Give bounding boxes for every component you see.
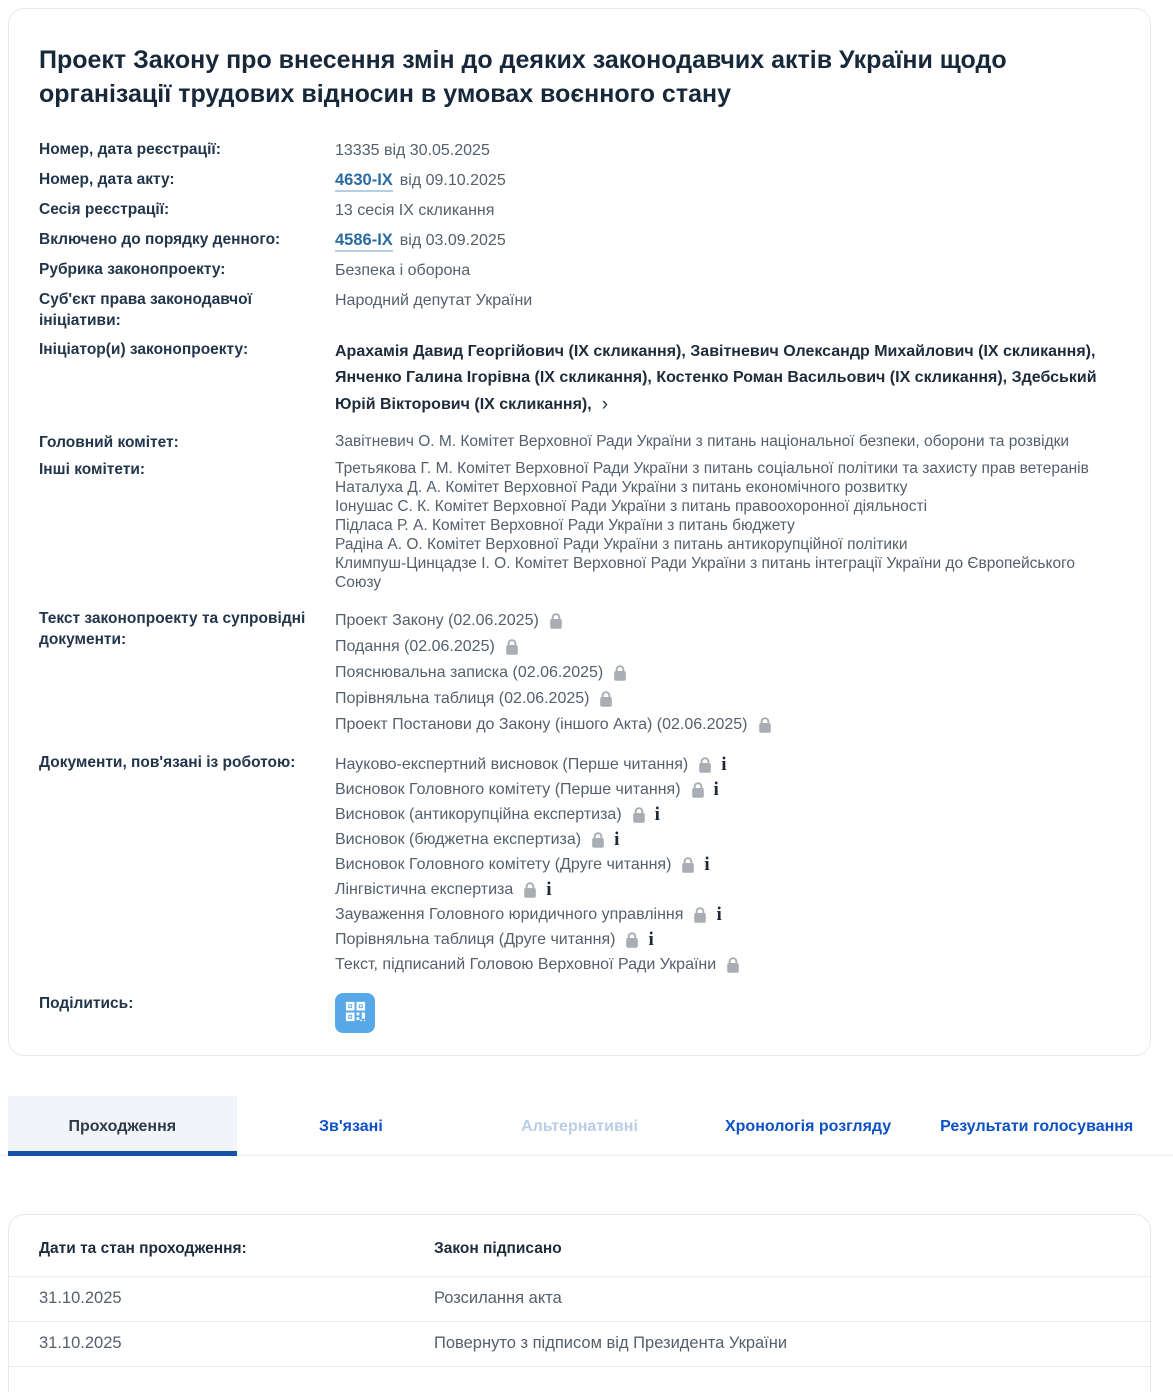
field-label: Номер, дата реєстрації: bbox=[39, 141, 221, 158]
lock-icon[interactable] bbox=[548, 612, 564, 630]
field-row-act-number bbox=[39, 169, 1120, 191]
field-label: Сесія реєстрації: bbox=[39, 201, 170, 218]
document-item bbox=[335, 927, 741, 952]
document-item bbox=[335, 608, 773, 634]
row-date: 31.10.2025 bbox=[39, 1289, 122, 1307]
committee-line: Наталуха Д. А. Комітет Верховної Ради України з питань економічного розвитку bbox=[335, 479, 908, 496]
lock-icon[interactable] bbox=[612, 664, 628, 682]
chevron-right-icon[interactable]: › bbox=[601, 394, 609, 415]
tab-prokhodzhennia[interactable]: Проходження bbox=[8, 1096, 237, 1156]
main-committee-value: Завітневич О. М. Комітет Верховної Ради України з питань національної безпеки, оборони та розвідки bbox=[335, 433, 1070, 450]
field-value: 13335 від 30.05.2025 bbox=[335, 142, 490, 159]
bill-card bbox=[8, 8, 1151, 1056]
document-title: Висновок Головного комітету (Перше читання) bbox=[335, 780, 681, 798]
lock-icon[interactable] bbox=[692, 906, 708, 924]
document-title: Порівняльна таблиця (02.06.2025) bbox=[335, 690, 590, 707]
document-item bbox=[335, 712, 773, 738]
table-row bbox=[9, 1276, 1150, 1321]
document-item bbox=[335, 852, 741, 877]
document-item bbox=[335, 634, 773, 660]
document-item bbox=[335, 660, 773, 686]
committee-line: Радіна А. О. Комітет Верховної Ради України з питань антикорупційної політики bbox=[335, 536, 908, 553]
field-row-main-committee bbox=[39, 432, 1120, 453]
info-icon[interactable]: i bbox=[704, 854, 710, 875]
share-qr-button[interactable] bbox=[335, 993, 375, 1033]
row-status: Розсилання акта bbox=[434, 1289, 562, 1307]
lock-icon[interactable] bbox=[631, 806, 647, 824]
document-item bbox=[335, 777, 741, 802]
table-row bbox=[9, 1321, 1150, 1366]
field-row-rubric bbox=[39, 259, 1120, 281]
document-title: Висновок Головного комітету (Друге читання) bbox=[335, 855, 672, 873]
tabs-bar bbox=[0, 1096, 1173, 1156]
field-label: Текст законопроекту та супровідні документи: bbox=[39, 610, 306, 648]
tab-zviazani[interactable]: Зв'язані bbox=[319, 1118, 383, 1135]
document-title: Проект Постанови до Закону (іншого Акта) (02.06.2025) bbox=[335, 716, 748, 733]
column-header-dates: Дати та стан проходження: bbox=[39, 1240, 247, 1257]
field-label: Суб'єкт права законодавчої ініціативи: bbox=[39, 291, 252, 329]
document-item bbox=[335, 827, 741, 852]
field-value bbox=[335, 229, 506, 251]
document-title: Подання (02.06.2025) bbox=[335, 638, 495, 655]
document-title: Висновок (антикорупційна експертиза) bbox=[335, 805, 622, 823]
document-title: Порівняльна таблиця (Друге читання) bbox=[335, 930, 616, 948]
field-row-documents bbox=[39, 608, 1120, 738]
lock-icon[interactable] bbox=[624, 931, 640, 949]
agenda-number-link[interactable]: 4586-IX bbox=[335, 231, 393, 252]
table-row-partial bbox=[9, 1366, 1150, 1392]
act-date-text: від 09.10.2025 bbox=[399, 172, 506, 189]
lock-icon[interactable] bbox=[522, 881, 538, 899]
field-label: Документи, пов'язані із роботою: bbox=[39, 754, 296, 771]
lock-icon[interactable] bbox=[680, 856, 696, 874]
info-icon[interactable]: i bbox=[614, 829, 620, 850]
field-row-share bbox=[39, 993, 1120, 1033]
document-title: Текст, підписаний Головою Верховної Ради України bbox=[335, 955, 717, 973]
field-row-session bbox=[39, 199, 1120, 221]
field-label: Інші комітети: bbox=[39, 461, 146, 478]
document-item bbox=[335, 752, 741, 777]
progress-table-header bbox=[9, 1215, 1150, 1276]
document-title: Зауваження Головного юридичного управління bbox=[335, 905, 684, 923]
field-label: Рубрика законопроекту: bbox=[39, 261, 226, 278]
tab-khronolohiia[interactable]: Хронологія розгляду bbox=[724, 1118, 892, 1135]
tab-rezultaty-holosuvannia[interactable]: Результати голосування bbox=[940, 1118, 1134, 1135]
document-title: Проект Закону (02.06.2025) bbox=[335, 612, 539, 629]
agenda-date-text: від 03.09.2025 bbox=[399, 232, 506, 249]
document-title: Лінгвістична експертиза bbox=[335, 880, 514, 898]
field-value: Безпека і оборона bbox=[335, 262, 471, 279]
field-row-initiators bbox=[39, 339, 1120, 418]
field-row-related-documents bbox=[39, 752, 1120, 977]
info-icon[interactable]: i bbox=[648, 929, 654, 950]
committee-line: Климпуш-Цинцадзе І. О. Комітет Верховної Ради України з питань інтеграції України до Європейського Союзу bbox=[335, 555, 1075, 591]
row-date: 31.10.2025 bbox=[39, 1334, 122, 1352]
lock-icon[interactable] bbox=[590, 831, 606, 849]
related-documents-list bbox=[335, 752, 741, 977]
lock-icon[interactable] bbox=[697, 756, 713, 774]
column-header-status: Закон підписано bbox=[434, 1240, 562, 1257]
field-label: Номер, дата акту: bbox=[39, 171, 175, 188]
other-committees-list bbox=[335, 459, 1120, 592]
lock-icon[interactable] bbox=[690, 781, 706, 799]
document-title: Пояснювальна записка (02.06.2025) bbox=[335, 664, 604, 681]
field-row-other-committees bbox=[39, 459, 1120, 592]
act-number-link[interactable]: 4630-IX bbox=[335, 171, 393, 192]
info-icon[interactable]: i bbox=[716, 904, 722, 925]
field-label: Поділитись: bbox=[39, 995, 134, 1012]
document-item bbox=[335, 686, 773, 712]
tab-alternatyvni: Альтернативні bbox=[521, 1118, 638, 1135]
field-label: Головний комітет: bbox=[39, 434, 179, 451]
field-row-registration bbox=[39, 139, 1120, 161]
committee-line: Підласа Р. А. Комітет Верховної Ради України з питань бюджету bbox=[335, 517, 795, 534]
document-item bbox=[335, 877, 741, 902]
document-item bbox=[335, 902, 741, 927]
info-icon[interactable]: i bbox=[713, 779, 719, 800]
info-icon[interactable]: i bbox=[546, 879, 552, 900]
committee-line: Іонушас С. К. Комітет Верховної Ради України з питань правоохоронної діяльності bbox=[335, 498, 928, 515]
progress-table bbox=[8, 1214, 1151, 1392]
committee-line: Третьякова Г. М. Комітет Верховної Ради України з питань соціальної політики та захисту прав ветеранів bbox=[335, 460, 1089, 477]
field-value: 13 сесія IX скликання bbox=[335, 202, 495, 219]
lock-icon[interactable] bbox=[757, 716, 773, 734]
documents-list bbox=[335, 608, 773, 738]
initiators-text: Арахамія Давид Георгійович (IX скликання), Завітневич Олександр Михайлович (IX скликання), Янченко Галина Ігорівна (IX скликання), Костенко Роман Васильович (IX скликання), Здебський Юрій Вікторович (IX скликання), bbox=[335, 343, 1097, 413]
field-value bbox=[335, 169, 506, 191]
qr-code-icon bbox=[344, 1000, 367, 1026]
field-value: Народний депутат України bbox=[335, 292, 533, 309]
lock-icon[interactable] bbox=[598, 690, 614, 708]
lock-icon[interactable] bbox=[504, 638, 520, 656]
document-item bbox=[335, 802, 741, 827]
field-label: Ініціатор(и) законопроекту: bbox=[39, 341, 249, 358]
document-item bbox=[335, 952, 741, 977]
row-status: Повернуто з підписом від Президента України bbox=[434, 1334, 788, 1352]
page-title: Проект Закону про внесення змін до деяких законодавчих актів України щодо організації трудових відносин в умовах воєнного стану bbox=[39, 46, 1007, 108]
document-title: Висновок (бюджетна експертиза) bbox=[335, 830, 582, 848]
field-row-initiative-subject bbox=[39, 289, 1120, 331]
info-icon[interactable]: i bbox=[721, 754, 727, 775]
initiators-list bbox=[335, 339, 1120, 418]
document-title: Науково-експертний висновок (Перше читання) bbox=[335, 755, 689, 773]
field-row-agenda bbox=[39, 229, 1120, 251]
field-label: Включено до порядку денного: bbox=[39, 231, 281, 248]
lock-icon[interactable] bbox=[725, 956, 741, 974]
info-icon[interactable]: i bbox=[654, 804, 660, 825]
